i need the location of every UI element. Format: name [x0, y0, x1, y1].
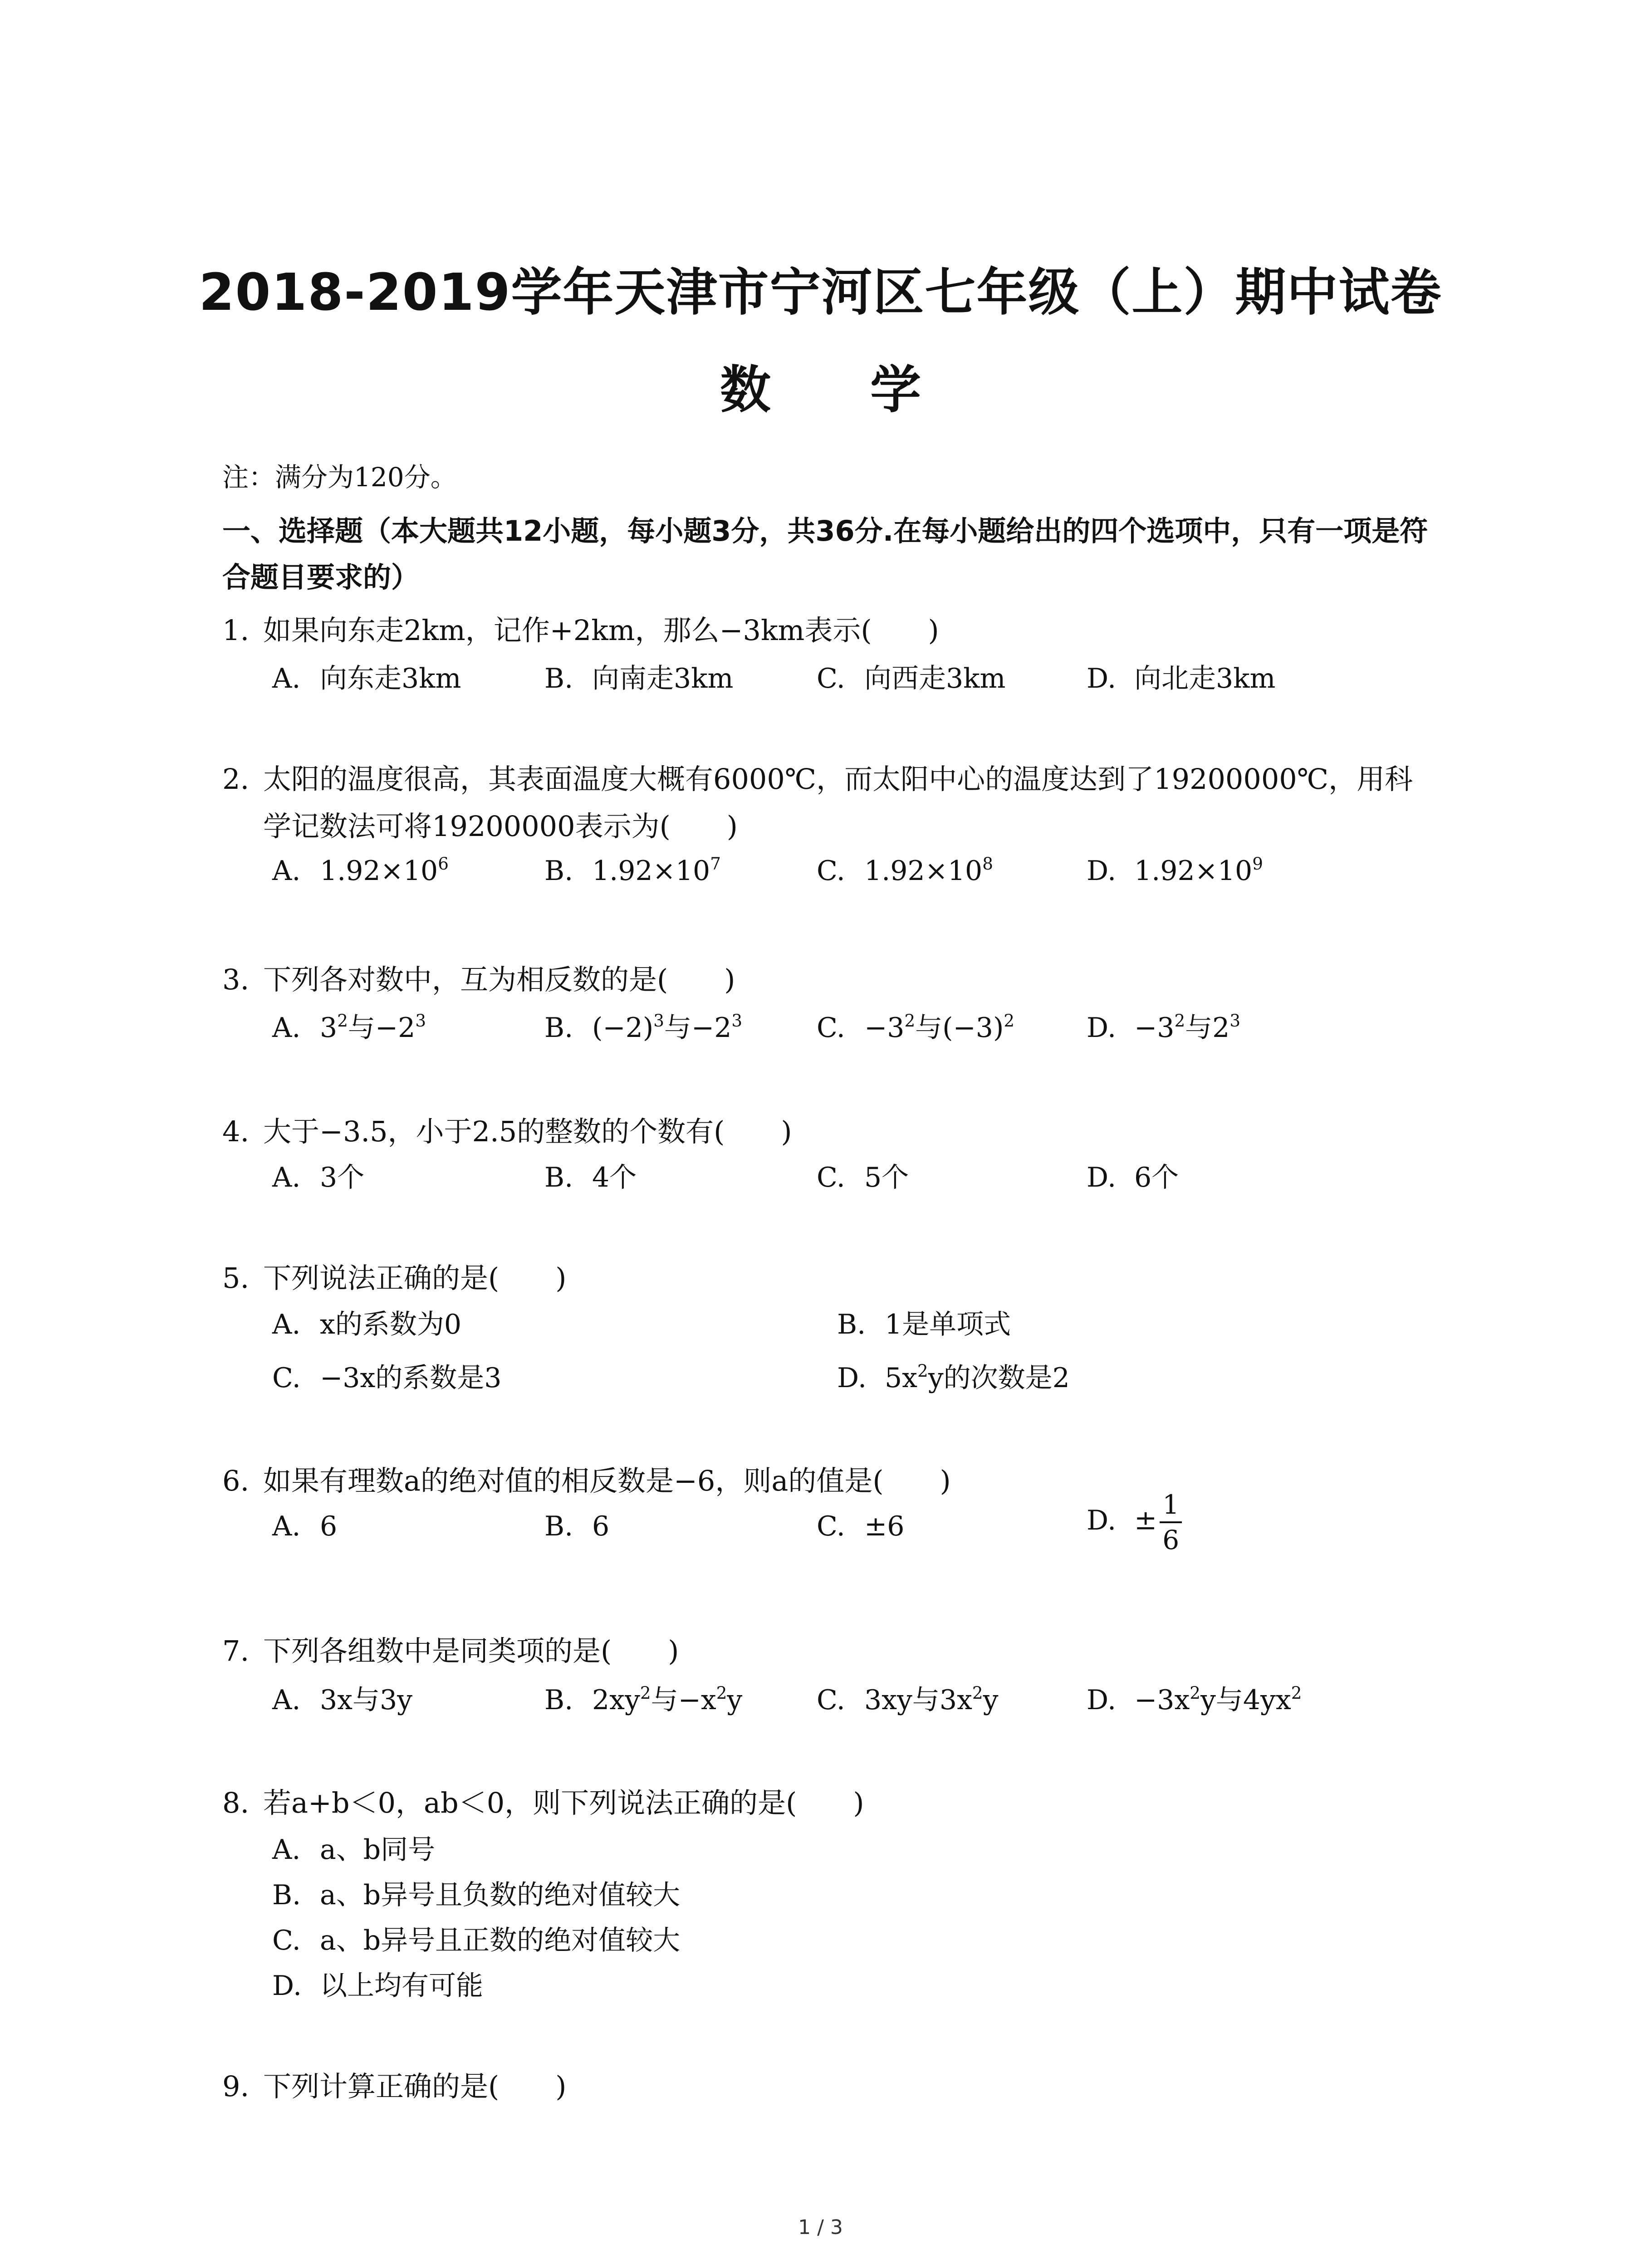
q1-option-b: B. 向南走3km	[544, 663, 734, 694]
q6-option-c: C. ±6	[817, 1510, 905, 1542]
question-3: 3. 下列各对数中，互为相反数的是( )	[222, 963, 735, 996]
q7-option-d: D. $-3x^2y$与$4yx^2$	[1087, 1682, 1302, 1716]
q3-option-b: B. $(-2)^3$与$-2^3$	[544, 1010, 743, 1044]
q2-option-a: A. $1.92\times 10^6$	[272, 853, 449, 887]
page-title: 2018-2019学年天津市宁河区七年级（上）期中试卷	[199, 263, 1442, 322]
q4-option-a: A. 3个	[272, 1162, 365, 1193]
q3-option-d: D. $-3^2$与$2^3$	[1087, 1010, 1240, 1044]
question-2-line-2: 学记数法可将19200000表示为( )	[263, 810, 738, 843]
q8-option-a: A. a、b同号	[272, 1834, 436, 1866]
q2-option-b: B. $1.92\times 10^7$	[544, 853, 721, 887]
q2-option-d: D. $1.92\times 10^9$	[1087, 853, 1263, 887]
question-8: 8. 若a+b＜0，ab＜0，则下列说法正确的是( )	[222, 1786, 864, 1819]
question-1: 1. 如果向东走2km，记作+2km，那么−3km表示( )	[222, 614, 939, 647]
q8-option-d: D. 以上均有可能	[272, 1970, 483, 2002]
q8-option-c: C. a、b异号且正数的绝对值较大	[272, 1925, 681, 1956]
q5-option-b: B. 1是单项式	[837, 1309, 1011, 1340]
q6-option-a: A. 6	[272, 1510, 338, 1542]
q1-option-d: D. 向北走3km	[1087, 663, 1276, 694]
section-heading: 一、选择题（本大题共12小题，每小题3分，共36分.在每小题给出的四个选项中，只有一项是符合题目要求的）	[222, 514, 1428, 594]
q5-option-a: A. x的系数为0	[272, 1309, 462, 1340]
q5-option-d: D. $5x^2y$的次数是2	[837, 1360, 1070, 1394]
q8-option-b: B. a、b异号且负数的绝对值较大	[272, 1879, 681, 1911]
q6-option-d: D. ± $\frac{1}{6}$	[1087, 1488, 1182, 1557]
question-5: 5. 下列说法正确的是( )	[222, 1261, 567, 1295]
page-number: 1 / 3	[798, 2216, 843, 2239]
q1-option-a: A. 向东走3km	[272, 663, 461, 694]
q5-option-c: C. −3x的系数是3	[272, 1362, 502, 1394]
q7-option-a: A. 3x与3y	[272, 1684, 413, 1716]
q4-option-b: B. 4个	[544, 1162, 637, 1193]
q4-option-d: D. 6个	[1087, 1162, 1179, 1193]
q7-option-b: B. $2xy^2$与$-x^2y$	[544, 1682, 743, 1716]
question-2: 2. 太阳的温度很高，其表面温度大概有6000℃，而太阳中心的温度达到了19200000℃，用科	[222, 763, 1413, 796]
q7-option-c: C. 3xy与$3x^2y$	[817, 1682, 999, 1716]
q4-option-c: C. 5个	[817, 1162, 909, 1193]
question-6: 6. 如果有理数a的绝对值的相反数是−6，则a的值是( )	[222, 1464, 951, 1497]
score-note: 注：满分为120分。	[222, 462, 457, 493]
page-subtitle: 数 学	[720, 361, 962, 420]
question-7: 7. 下列各组数中是同类项的是( )	[222, 1634, 679, 1667]
q3-option-a: A. $3^2$与$-2^3$	[272, 1010, 426, 1044]
question-9: 9. 下列计算正确的是( )	[222, 2070, 567, 2103]
question-4: 4. 大于−3.5，小于2.5的整数的个数有( )	[222, 1115, 792, 1148]
q6-option-b: B. 6	[544, 1510, 610, 1542]
q2-option-c: C. $1.92\times 10^8$	[817, 853, 993, 887]
fraction: $\frac{1}{6}$	[1160, 1488, 1182, 1557]
q1-option-c: C. 向西走3km	[817, 663, 1006, 694]
q3-option-c: C. $-3^2$与$(-3)^2$	[817, 1010, 1015, 1044]
